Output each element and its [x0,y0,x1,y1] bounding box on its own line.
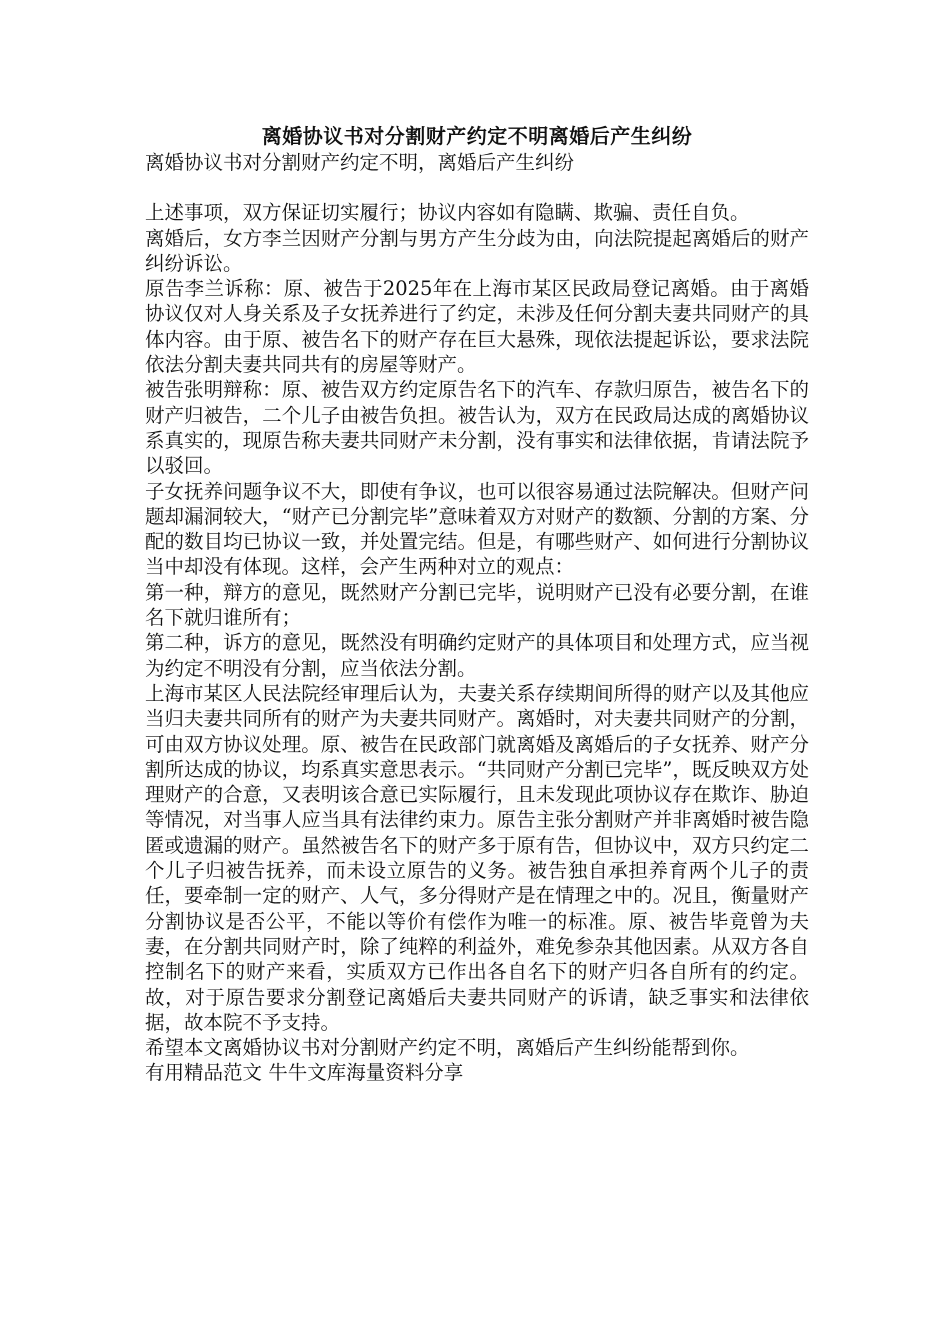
paragraph-lawsuit-intro: 离婚后，女方李兰因财产分割与男方产生分歧为由，向法院提起离婚后的财产纠纷诉讼。 [145,226,809,275]
paragraph-defendant-reply: 被告张明辩称：原、被告双方约定原告名下的汽车、存款归原告，被告名下的财产归被告，二个儿子由被告负担。被告认为，双方在民政局达成的离婚协议系真实的，现原告称夫妻共同财产未分割，没有事实和法律依据，肯请法院予以驳回。 [145,378,809,478]
blank-line [145,175,809,200]
paragraph-closing: 希望本文离婚协议书对分割财产约定不明，离婚后产生纠纷能帮到你。 [145,1036,750,1060]
document-subtitle: 离婚协议书对分割财产约定不明，离婚后产生纠纷 [145,151,575,174]
paragraph-view-two: 第二种，诉方的意见，既然没有明确约定财产的具体项目和处理方式，应当视为约定不明没有分割，应当依法分割。 [145,631,809,680]
document-page [145,122,809,1086]
paragraph-view-one: 第一种，辩方的意见，既然财产分割已完毕，说明财产已没有必要分割，在谁名下就归谁所有； [145,580,809,630]
paragraph-plaintiff-claim: 原告李兰诉称：原、被告于2025年在上海市某区民政局登记离婚。由于离婚协议仅对人身关系及子女抚养进行了约定，未涉及任何分割夫妻共同财产的具体内容。由于原、被告名下的财产存在巨大悬殊，现依法提起诉讼，要求法院依法分割夫妻共同共有的房屋等财产。 [145,277,809,377]
paragraph-court-ruling: 上海市某区人民法院经审理后认为，夫妻关系存续期间所得的财产以及其他应当归夫妻共同所有的财产为夫妻共同财产。离婚时，对夫妻共同财产的分割，可由双方协议处理。原、被告在民政部门就离婚及离婚后的子女抚养、财产分割所达成的协议，均系真实意思表示。“共同财产分割已完毕”，既反映双方处理财产的合意，又表明该合意已实际履行，且未发现此项协议存在欺诈、胁迫等情况，对当事人应当具有法律约束力。原告主张分割财产并非离婚时被告隐匿或遗漏的财产。虽然被告名下的财产多于原有告，但协议中，双方只约定二个儿子归被告抚养，而未设立原告的义务。被告独自承担养育两个儿子的责任，要牵制一定的财产、人气，多分得财产是在情理之中的。况且，衡量财产分割协议是否公平，不能以等价有偿作为唯一的标准。原、被告毕竟曾为夫妻，在分割共同财产时，除了纯粹的利益外，难免参杂其他因素。从双方各自控制名下的财产来看，实质双方已作出各自名下的财产归各自所有的约定。故，对于原告要求分割登记离婚后夫妻共同财产的诉请，缺乏事实和法律依据，故本院不予支持。 [145,681,809,1034]
document-title: 离婚协议书对分割财产约定不明离婚后产生纠纷 [261,124,693,148]
paragraph-footer-note: 有用精品范文 牛牛文库海量资料分享 [145,1061,464,1085]
paragraph-analysis: 子女抚养问题争议不大，即使有争议，也可以很容易通过法院解决。但财产问题却漏洞较大，“财产已分割完毕”意味着双方对财产的数额、分割的方案、分配的数目均已协议一致，并处置完结。但是，有哪些财产、如何进行分割协议当中却没有体现。这样，会产生两种对立的观点： [145,479,809,579]
paragraph-guarantee: 上述事项，双方保证切实履行；协议内容如有隐瞒、欺骗、责任自负。 [145,201,750,225]
